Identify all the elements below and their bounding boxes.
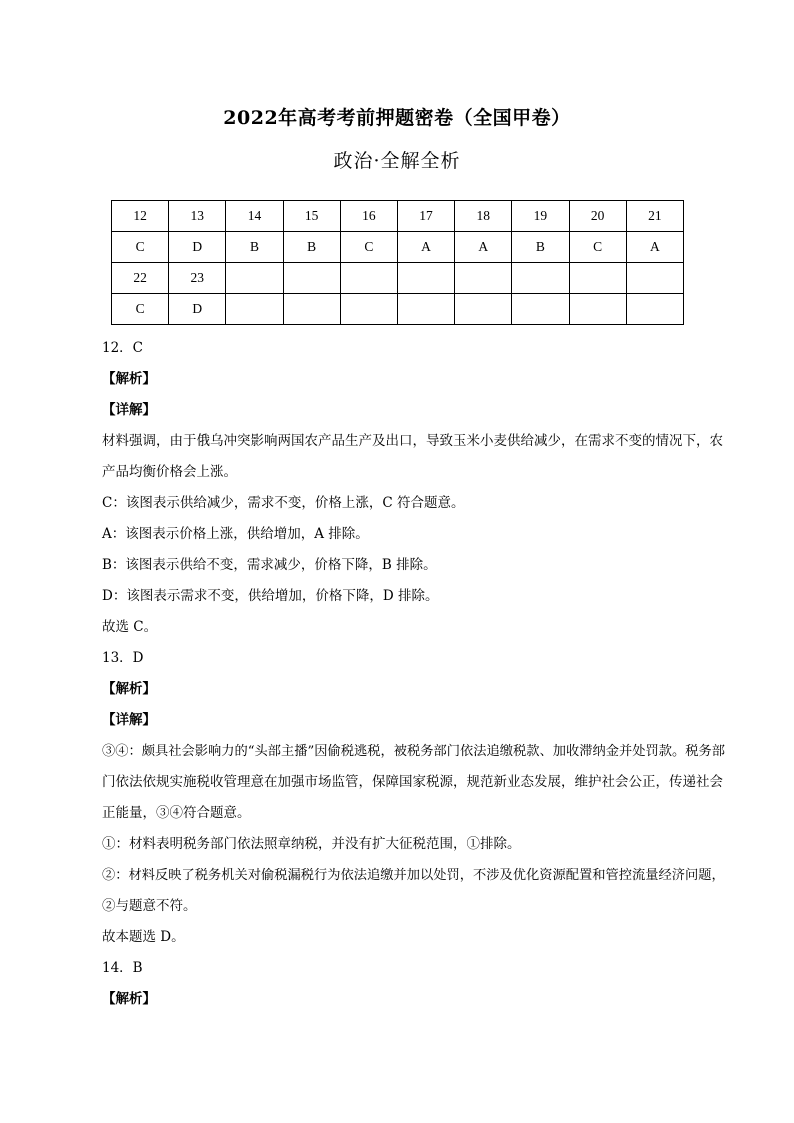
question-number-cell bbox=[283, 263, 340, 294]
question-number-cell: 13 bbox=[169, 201, 226, 232]
question-number-cell: 22 bbox=[112, 263, 169, 294]
question-number-cell bbox=[226, 263, 283, 294]
question-number-cell bbox=[512, 263, 569, 294]
answer-cell: B bbox=[226, 232, 283, 263]
answer-cell bbox=[283, 294, 340, 325]
question-number-cell: 16 bbox=[340, 201, 397, 232]
answer-cell bbox=[340, 294, 397, 325]
text-line: 门依法依规实施税收管理意在加强市场监管，保障国家税源，规范新业态发展，维护社会公正，传递社会 bbox=[102, 774, 723, 790]
section-heading: 【详解】 bbox=[102, 712, 156, 728]
text-line: C：该图表示供给减少，需求不变，价格上涨，C 符合题意。 bbox=[102, 495, 465, 511]
answer-cell: D bbox=[169, 294, 226, 325]
text-line: ②：材料反映了税务机关对偷税漏税行为依法追缴并加以处罚，不涉及优化资源配置和管控流量经济问题， bbox=[102, 868, 725, 883]
question-number-cell: 14 bbox=[226, 201, 283, 232]
text-line: 故本题选 D。 bbox=[102, 929, 185, 945]
answer-cell: C bbox=[112, 294, 169, 325]
question-number-cell: 18 bbox=[455, 201, 512, 232]
answer-cell: A bbox=[455, 232, 512, 263]
text-line: 12．C bbox=[102, 340, 144, 356]
answer-cell bbox=[397, 294, 454, 325]
answer-cell bbox=[569, 294, 626, 325]
question-number-cell: 15 bbox=[283, 201, 340, 232]
answer-cell: A bbox=[626, 232, 683, 263]
text-line: 故选 C。 bbox=[102, 619, 158, 635]
text-line: A：该图表示价格上涨，供给增加，A 排除。 bbox=[102, 526, 369, 542]
page-subtitle: 政治·全解全析 bbox=[333, 150, 461, 172]
question-number-row bbox=[112, 201, 684, 232]
question-number-cell bbox=[340, 263, 397, 294]
section-heading: 【详解】 bbox=[102, 402, 156, 418]
answer-row bbox=[112, 294, 684, 325]
text-line: 13．D bbox=[102, 650, 144, 666]
question-number-cell bbox=[455, 263, 512, 294]
explanation-content bbox=[102, 333, 734, 1015]
answer-cell: A bbox=[397, 232, 454, 263]
question-number-cell: 20 bbox=[569, 201, 626, 232]
question-number-cell: 21 bbox=[626, 201, 683, 232]
text-line: 材料强调，由于俄乌冲突影响两国农产品生产及出口，导致玉米小麦供给减少，在需求不变的情况下，农 bbox=[102, 433, 723, 449]
answer-cell bbox=[512, 294, 569, 325]
question-number-cell bbox=[626, 263, 683, 294]
text-line: B：该图表示供给不变，需求减少，价格下降，B 排除。 bbox=[102, 557, 437, 573]
question-number-cell: 19 bbox=[512, 201, 569, 232]
answer-cell: B bbox=[283, 232, 340, 263]
question-number-cell bbox=[569, 263, 626, 294]
answer-cell: C bbox=[112, 232, 169, 263]
section-heading: 【解析】 bbox=[102, 991, 156, 1007]
text-line: 产品均衡价格会上涨。 bbox=[102, 464, 237, 480]
question-number-cell bbox=[397, 263, 454, 294]
answer-cell: D bbox=[169, 232, 226, 263]
question-number-row bbox=[112, 263, 684, 294]
text-line: 14．B bbox=[102, 960, 143, 976]
text-line: ②与题意不符。 bbox=[102, 898, 197, 914]
text-line: D：该图表示需求不变，供给增加，价格下降，D 排除。 bbox=[102, 588, 439, 604]
answer-table bbox=[111, 200, 684, 325]
section-heading: 【解析】 bbox=[102, 681, 156, 697]
question-number-cell: 12 bbox=[112, 201, 169, 232]
text-line: ③④：颇具社会影响力的“头部主播”因偷税逃税，被税务部门依法追缴税款、加收滞纳金并处罚款。税务部 bbox=[102, 744, 726, 759]
answer-cell bbox=[226, 294, 283, 325]
answer-row bbox=[112, 232, 684, 263]
answer-cell bbox=[626, 294, 683, 325]
text-line: 正能量，③④符合题意。 bbox=[102, 805, 251, 821]
text-line: ①：材料表明税务部门依法照章纳税，并没有扩大征税范围，①排除。 bbox=[102, 836, 521, 852]
answer-cell: C bbox=[569, 232, 626, 263]
section-heading: 【解析】 bbox=[102, 371, 156, 387]
answer-cell: C bbox=[340, 232, 397, 263]
question-number-cell: 23 bbox=[169, 263, 226, 294]
answer-cell: B bbox=[512, 232, 569, 263]
answer-cell bbox=[455, 294, 512, 325]
page-title: 2022年高考考前押题密卷（全国甲卷） bbox=[223, 107, 571, 129]
question-number-cell: 17 bbox=[397, 201, 454, 232]
